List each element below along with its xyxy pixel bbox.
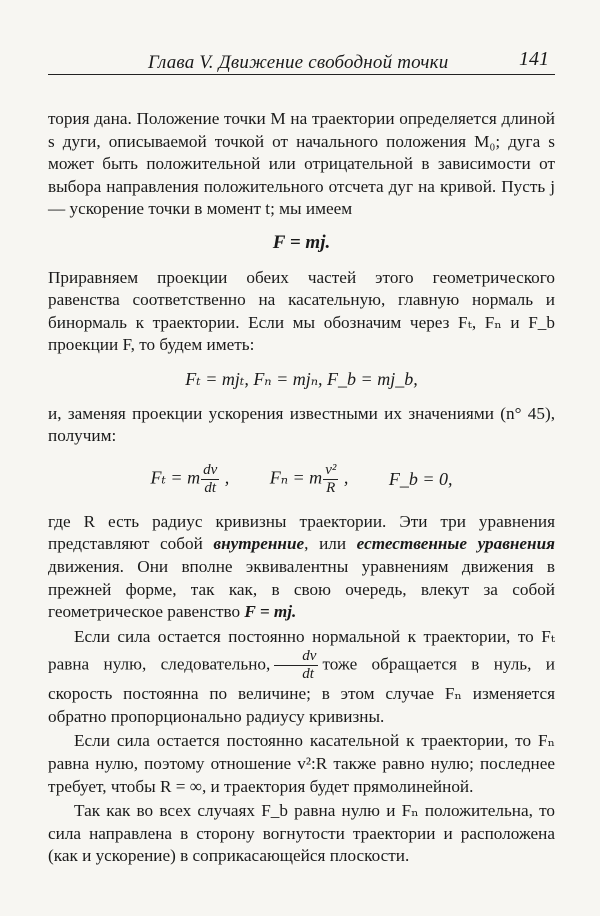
paragraph-5 — [48, 626, 555, 729]
fraction-dv-dt — [201, 462, 219, 497]
fraction-dv-dt-inline — [274, 648, 318, 683]
equation-binormal: F_b = 0, — [388, 468, 453, 489]
term-natural-equations: естественные уравнения — [356, 534, 555, 554]
paragraph-3: и, заменяя проекции ускорения известными их значениями (n° 45), получим: — [48, 403, 555, 446]
equation-projections: Fₜ = mjₜ, Fₙ = mjₙ, F_b = mj_b, — [185, 368, 418, 389]
paragraph-6: Если сила остается постоянно касательной к траектории, то Fₙ равна нулю, поэтому отношение v²:R также равно нулю; последнее требует, чтобы R = ∞, и траектория будет прямолинейной. — [48, 731, 555, 796]
fraction-numerator: dv — [203, 461, 218, 478]
fraction-denominator: dt — [302, 666, 314, 683]
running-header — [48, 40, 555, 75]
p4-text-c: движения. Они вполне эквивалентны уравнениям движения в прежней форме, так как, в свою очередь, влекут за собой геометрическое равенство — [48, 556, 555, 622]
chapter-title: Глава V. Движение свободной точки — [148, 52, 449, 73]
ft-lhs: Fₜ = m — [150, 467, 201, 488]
equation-tangential: Fₜ = m $\frac{dv}{dt}$ , — [150, 461, 230, 496]
p4-text-b: , или — [304, 534, 357, 554]
paragraph-2: Приравняем проекции обеих частей этого геометрического равенства соответственно на касательную, главную нормаль и бинормаль к траектории. Если мы обозначим через Fₜ, Fₙ и F_b проекции F, то будем иметь: — [48, 267, 555, 355]
fraction-denominator: R — [326, 479, 336, 496]
paragraph-1: тория дана. Положение точки M на траектории определяется длиной s дуги, описываемой точкой от начального положения M₀; дуга s может быть положительной или отрицательной в зависимости от выбора направления положительного отсчета дуг на кривой. Пусть j — ускорение точки в момент t; мы имеем — [48, 109, 555, 219]
p5-text-b: тоже обращается в нуль, и скорость постоянна по величине; в этом случае Fₙ изменяется обратно пропорционально радиусу кривизны. — [48, 654, 555, 726]
p4-equation: F = mj. — [244, 602, 297, 622]
equation-force: F = mj. — [272, 231, 331, 253]
fn-lhs: Fₙ = m — [269, 467, 323, 488]
equation-normal: Fₙ = m $\frac{\text{v²}}{R}$ , — [269, 461, 349, 496]
paragraph-7: Так как во всех случаях F_b равна нулю и Fₙ положительна, то сила направлена в сторону вогнутости траектории и расположена (как и ускорение) в соприкасающейся плоскости. — [48, 801, 555, 866]
term-internal: внутренние — [213, 534, 305, 554]
page-body — [48, 108, 555, 868]
paragraph-4 — [48, 511, 555, 624]
fraction-numerator: dv — [274, 648, 318, 666]
fraction-denominator: dt — [204, 479, 216, 496]
fraction-v2-r — [323, 462, 338, 497]
equation-natural — [48, 462, 555, 497]
p5-text-a: Если сила остается постоянно нормальной к траектории, то Fₜ равна нулю, следовательно, — [48, 626, 555, 674]
p4-text-a: где R есть радиус кривизны траектории. Эти три уравнения представляют собой — [48, 511, 555, 554]
fraction-numerator: v² — [325, 461, 337, 478]
page-number: 141 — [519, 48, 549, 70]
